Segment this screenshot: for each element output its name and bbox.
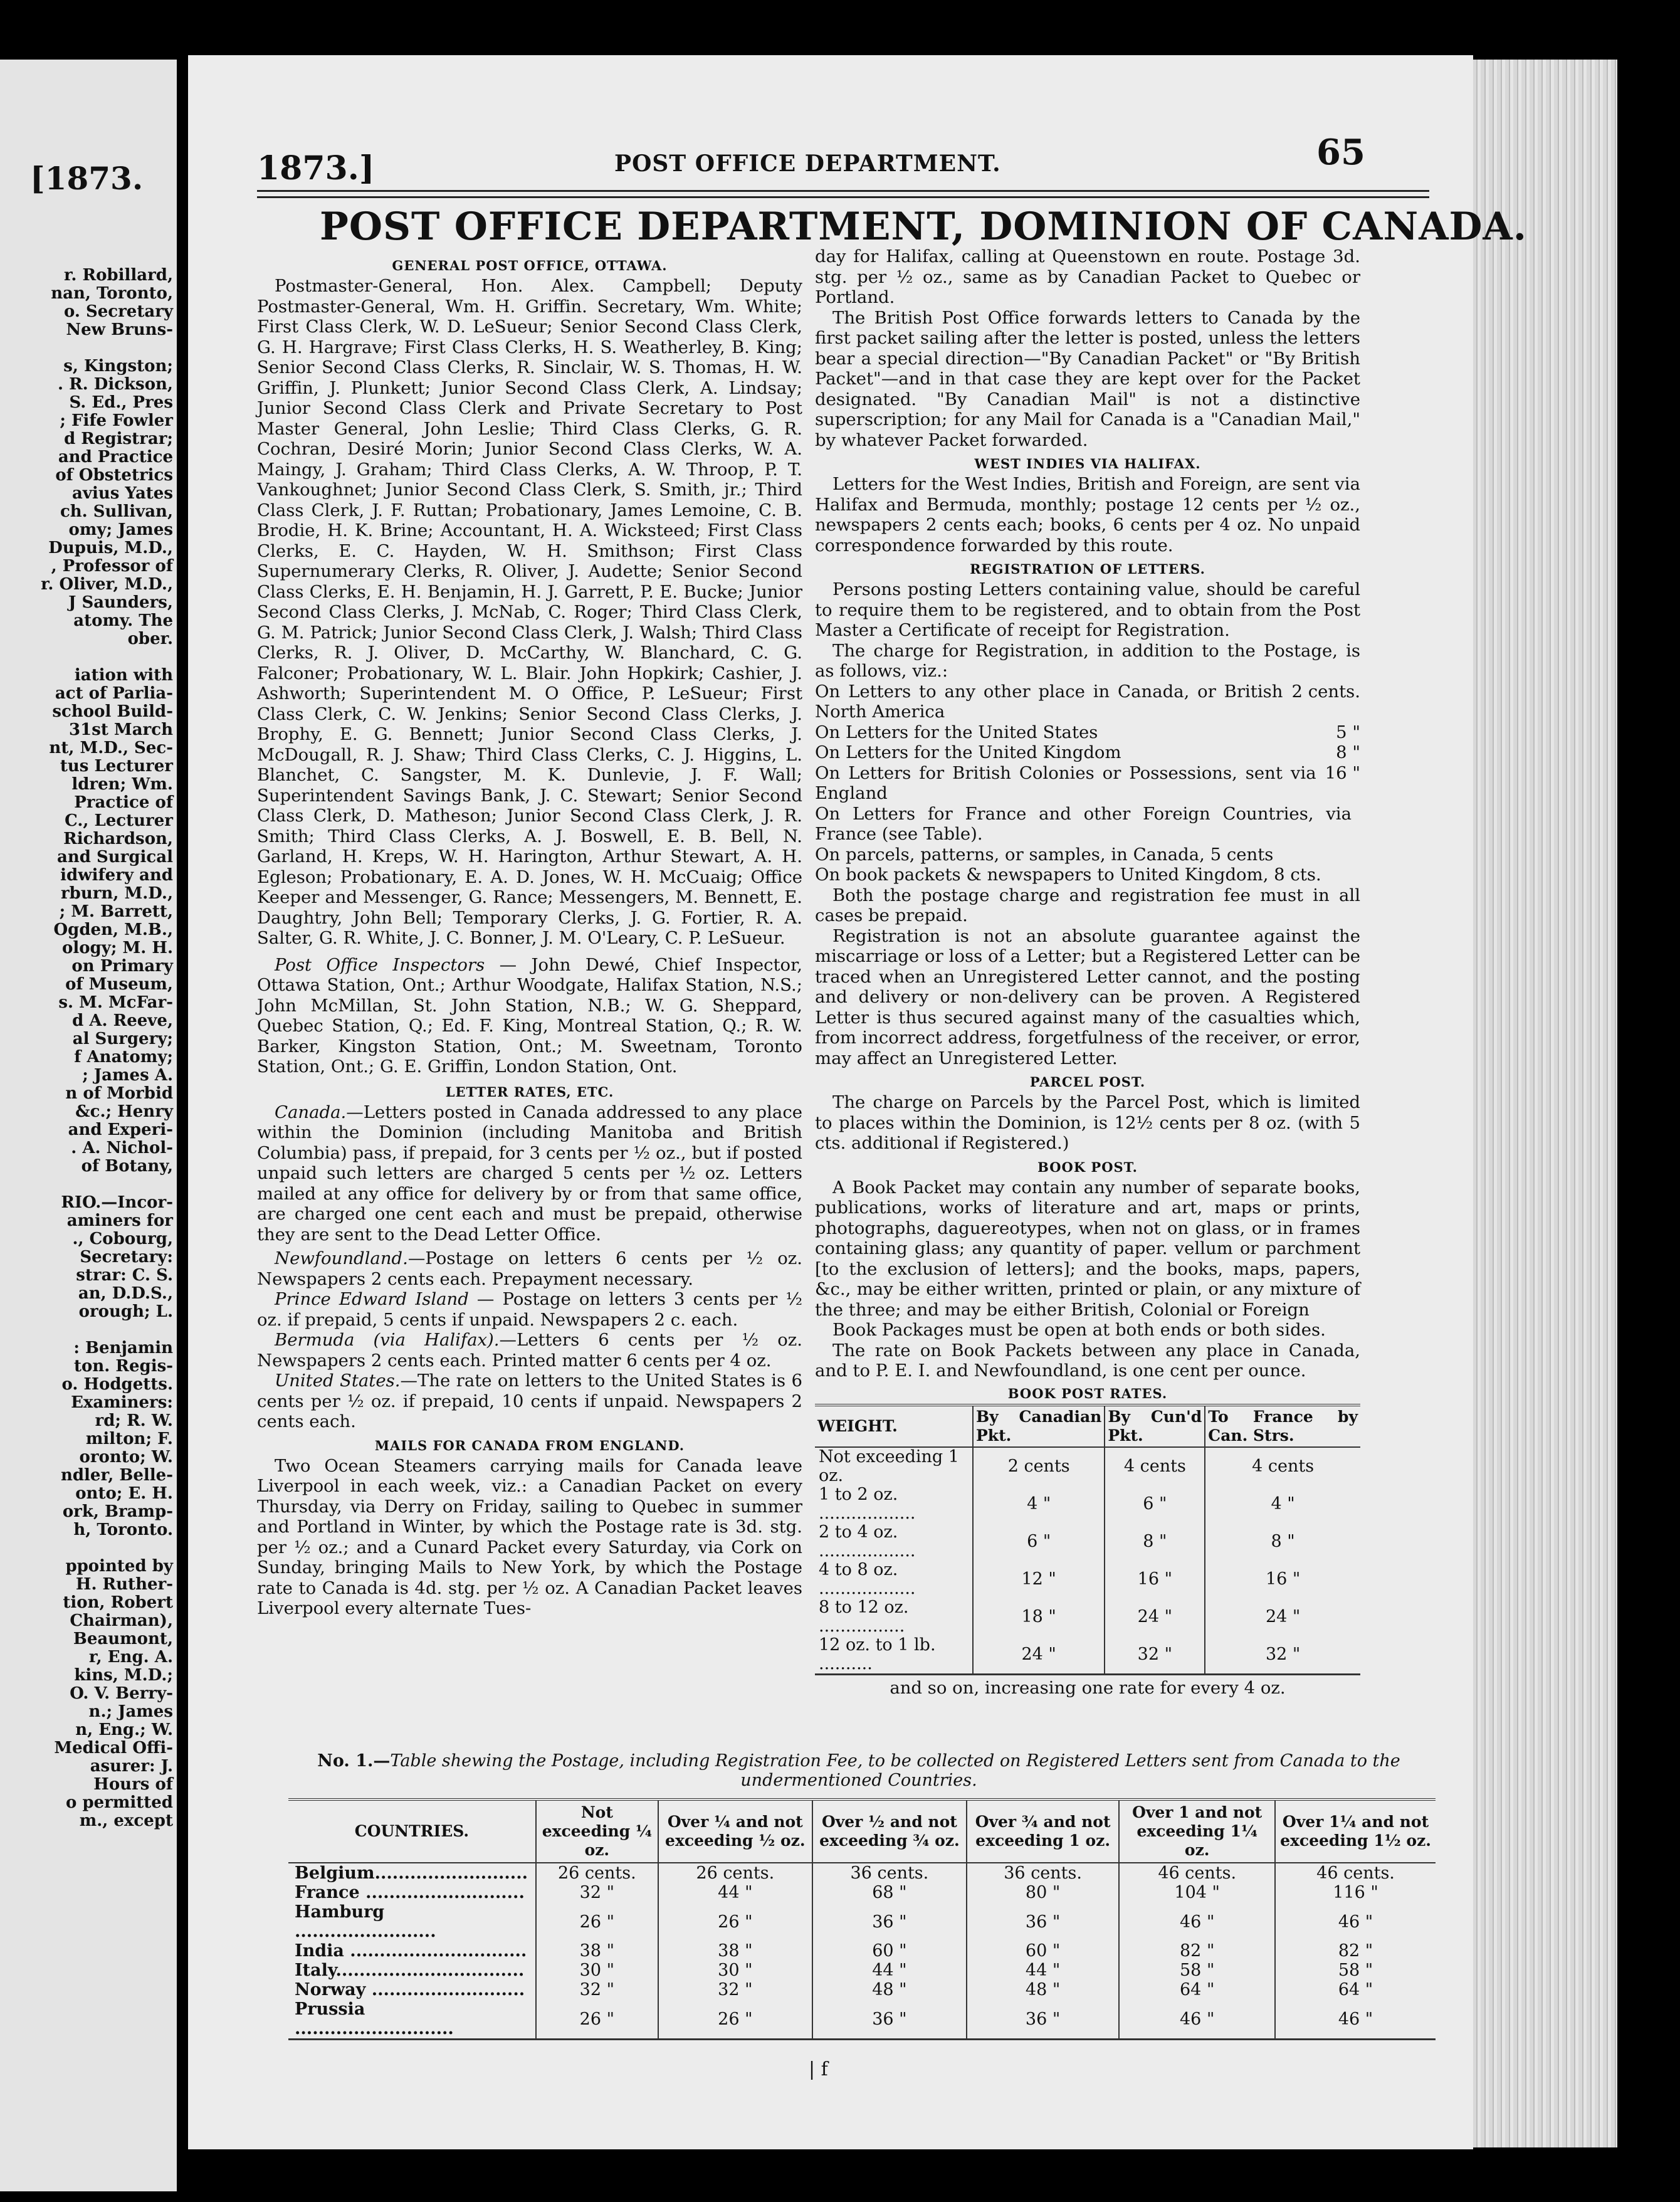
registration-table-cell: Prussia ...........................	[295, 1999, 454, 2038]
book-table-cell: 18 "	[973, 1598, 1105, 1636]
book-table-header-cell: By Canadian Pkt.	[973, 1405, 1105, 1447]
facing-page-line: Examiners:	[71, 1394, 173, 1412]
facing-page-line: avius Yates	[71, 485, 173, 503]
book-table-cell: 12 "	[973, 1561, 1105, 1598]
facing-page-line: of Obstetrics	[55, 466, 173, 485]
book-ends-text: Book Packages must be open at both ends or both sides.	[832, 1320, 1326, 1340]
facing-page-line: and Experi-	[68, 1121, 173, 1139]
book-table-body	[815, 1447, 1360, 1675]
running-head-title: POST OFFICE DEPARTMENT.	[614, 150, 1001, 177]
facing-page-line: an, D.D.S.,	[78, 1285, 173, 1303]
facing-page-line	[0, 1176, 177, 1194]
facing-page-line: ; Fife Fowler	[60, 412, 173, 430]
registration-rate-item	[815, 763, 1360, 804]
us-text: —The rate on letters to the United States is 6 cents per ½ oz. if prepaid, 10 cents if unpaid. Newspapers 2 cents each.	[257, 1371, 802, 1431]
registration-heading: REGISTRATION OF LETTERS.	[970, 561, 1205, 577]
facing-page-line: C., Lecturer	[65, 812, 173, 830]
table-row	[815, 1485, 1360, 1523]
facing-page-line: milton; F.	[85, 1430, 173, 1448]
registration-rate-label: On Letters for the United States	[815, 722, 1098, 742]
registration-table-cell: 26 "	[536, 1999, 658, 2040]
west-indies-heading: WEST INDIES VIA HALIFAX.	[974, 456, 1201, 471]
registration-postage-table	[288, 1798, 1436, 2040]
registration-table-cell: 116 "	[1275, 1883, 1436, 1902]
facing-page-line: ton. Regis-	[74, 1357, 173, 1376]
facing-page-line: s. M. McFar-	[58, 994, 173, 1012]
left-column	[257, 256, 802, 1619]
running-head-year: 1873.]	[257, 149, 375, 187]
facing-page-line: rd; R. W.	[95, 1412, 173, 1430]
mails-continued: day for Halifax, calling at Queenstown en route. Postage 3d. stg. per ½ oz., same as by Canadian Packet to Quebec or Portland.	[815, 246, 1360, 307]
facing-page-line: Hours of	[93, 1776, 173, 1794]
table-row	[288, 1980, 1436, 1999]
registration-rates-list	[815, 682, 1360, 845]
facing-page-line	[0, 648, 177, 666]
registration-table-cell: 26 cents.	[658, 1863, 812, 1883]
book-table-cell: 16 "	[1105, 1561, 1205, 1598]
facing-page-line: RIO.—Incor-	[61, 1194, 173, 1212]
registration-charge: The charge for Registration, in addition to the Postage, is as follows, viz.:	[815, 640, 1360, 681]
book-table-cell: 4 cents	[1205, 1447, 1360, 1485]
book-table-cell: 24 "	[1105, 1598, 1205, 1636]
registration-table-header-cell: Over 1 and not exceeding 1¼ oz.	[1119, 1799, 1275, 1863]
west-indies-text: Letters for the West Indies, British and Foreign, are sent via Halifax and Bermuda, monthly; postage 12 cents per ½ oz., newspapers 2 cents each; books, 6 cents per 4 oz. No unpaid correspondence forwarded by this route.	[815, 474, 1360, 556]
table-row	[288, 1999, 1436, 2040]
facing-page-line: h, Toronto.	[73, 1521, 173, 1539]
registration-table-cell: 64 "	[1275, 1980, 1436, 1999]
header-rule	[257, 190, 1429, 198]
us-label: United States.	[275, 1371, 401, 1391]
facing-page-line: &c.; Henry	[75, 1103, 173, 1121]
book-table-cell: 32 "	[1205, 1636, 1360, 1675]
book-table-header-row	[815, 1405, 1360, 1447]
facing-page-line	[0, 1321, 177, 1339]
book-table-cell: 24 "	[973, 1636, 1105, 1675]
facing-page-line: ; M. Barrett,	[59, 903, 173, 921]
book-table-cell: 2 to 4 oz. ..................	[819, 1522, 916, 1561]
registration-table-cell: 44 "	[812, 1961, 967, 1980]
footer-mark: | f	[809, 2058, 828, 2080]
facing-page-line: on Primary	[71, 957, 173, 976]
registration-table-cell: 46 "	[1275, 1999, 1436, 2040]
parcel-post-heading: PARCEL POST.	[1029, 1074, 1146, 1090]
facing-page-line: tion, Robert	[63, 1594, 173, 1612]
facing-page-line	[0, 339, 177, 357]
registration-table-caption	[301, 1751, 1417, 1790]
registration-table-cell: 48 "	[967, 1980, 1119, 1999]
registration-table-cell: 36 "	[812, 1999, 967, 2040]
facing-page-line	[0, 1539, 177, 1557]
registration-table-header-cell: Over ½ and not exceeding ¾ oz.	[812, 1799, 967, 1863]
book-post-rates-heading: BOOK POST RATES.	[1007, 1385, 1168, 1401]
facing-page-line: H. Ruther-	[75, 1576, 173, 1594]
newfoundland-paragraph	[257, 1248, 802, 1289]
book-table-cell: Not exceeding 1 oz.	[819, 1446, 959, 1485]
facing-page-line: r. Robillard,	[64, 266, 173, 285]
registration-rate-value: 5 "	[1336, 722, 1360, 742]
book-table-cell: 16 "	[1205, 1561, 1360, 1598]
book-post-rates-table	[815, 1404, 1360, 1675]
book-table-note: and so on, increasing one rate for every 4 oz.	[890, 1677, 1286, 1698]
registration-rate-value: 16 "	[1325, 762, 1360, 783]
book-post-text: A Book Packet may contain any number of separate books, publications, works of literature and art, maps or prints, photographs, daguereotypes, when not on glass, or in frames containing glass; any quantity of paper. vellum or parchment [to the exclusion of letters]; and the books, maps, papers, &c., may be either written, printed or plain, or any mixture of the three; and may be either British, Colonial or Foreign	[815, 1177, 1360, 1320]
facing-page-line: m., except	[79, 1812, 173, 1830]
book-table-cell: 1 to 2 oz. ..................	[819, 1484, 916, 1523]
registration-rate-item	[815, 742, 1360, 763]
book-table-cell: 4 to 8 oz. ..................	[819, 1559, 916, 1598]
us-paragraph	[257, 1371, 802, 1432]
book-table-header-cell: WEIGHT.	[817, 1416, 898, 1435]
registration-rate-item	[815, 804, 1360, 845]
newfoundland-label: Newfoundland.	[275, 1248, 408, 1268]
main-title: POST OFFICE DEPARTMENT, DOMINION OF CANADA.	[320, 204, 1527, 249]
registration-rate-value: 2 cents.	[1291, 681, 1360, 702]
registration-table-cell: 58 "	[1119, 1961, 1275, 1980]
facing-page-line: r, Eng. A.	[88, 1648, 173, 1667]
registration-table-cell: 46 "	[1119, 1902, 1275, 1941]
mails-heading: MAILS FOR CANADA FROM ENGLAND.	[374, 1437, 685, 1453]
registration-table-cell: 38 "	[536, 1941, 658, 1961]
registration-table-cell: 60 "	[812, 1941, 967, 1961]
registration-table-header-cell: Not exceeding ¼ oz.	[536, 1799, 658, 1863]
facing-page-line: n.; James	[88, 1703, 173, 1721]
registration-table-cell: 26 "	[658, 1902, 812, 1941]
facing-page-line: and Practice	[58, 448, 173, 466]
registration-rate-label: On Letters to any other place in Canada, or British North America	[815, 681, 1283, 722]
facing-page-line: iation with	[74, 666, 173, 685]
book-table-cell: 8 "	[1205, 1523, 1360, 1561]
facing-page-line: omy; James	[68, 521, 173, 539]
registration-table-cell: 48 "	[812, 1980, 967, 1999]
registration-table-cell: 60 "	[967, 1941, 1119, 1961]
facing-page-line: and Surgical	[57, 848, 173, 867]
facing-page-line: oronto; W.	[79, 1448, 173, 1467]
registration-rate-value: 8 "	[1336, 742, 1360, 762]
facing-page-line: Practice of	[74, 794, 173, 812]
registration-rate-label: On Letters for the United Kingdom	[815, 742, 1121, 762]
registration-table-wrap	[288, 1798, 1436, 2040]
newfoundland-text: —Postage on letters 6 cents per ½ oz. Newspapers 2 cents each. Prepayment necessary.	[257, 1248, 802, 1289]
registration-table-cell: India ..............................	[295, 1941, 527, 1961]
registration-table-cell: 36 "	[967, 1999, 1119, 2040]
bermuda-label: Bermuda (via Halifax).	[275, 1330, 500, 1350]
facing-page-line: New Bruns-	[66, 321, 173, 339]
book-table-cell: 4 cents	[1105, 1447, 1205, 1485]
facing-page-line: orough; L.	[78, 1303, 173, 1321]
table-row	[288, 1863, 1436, 1883]
parcel-post-text: The charge on Parcels by the Parcel Post, which is limited to places within the Dominion, is 12½ cents per 8 oz. (with 5 cts. additional if Registered.)	[815, 1092, 1360, 1153]
book-post-heading: BOOK POST.	[1037, 1159, 1138, 1175]
inspectors-text: — John Dewé, Chief Inspector, Ottawa Station, Ont.; Arthur Woodgate, Halifax Station, N.S.; John McMillan, St. John Station, N.B.; W. G. Sheppard, Quebec Station, Q.; Ed. F. King, Montreal Station, Q.; R. W. Barker, Kingston Station, Ont.; M. Sweetnam, Toronto Station, Ont.; G. E. Griffin, London Station, Ont.	[257, 954, 802, 1077]
canada-text: —Letters posted in Canada addressed to any place within the Dominion (including Manitoba and British Columbia) pass, if prepaid, for 3 cents per ½ oz., but if posted unpaid such letters are charged 5 cents per ½ oz. Letters mailed at any office for delivery by or from that same office, are charged one cent each and must be prepaid, otherwise they are sent to the Dead Letter Office.	[257, 1102, 802, 1245]
book-table-header-cell: To France by Can. Strs.	[1205, 1405, 1360, 1447]
facing-page-line: d A. Reeve,	[72, 1012, 173, 1030]
registration-table-cell: 32 "	[658, 1980, 812, 1999]
caption-number: No. 1.—	[317, 1751, 391, 1771]
facing-page-line: n, Eng.; W.	[75, 1721, 173, 1739]
facing-page-text	[0, 266, 177, 1830]
gpo-staff-text: Postmaster-General, Hon. Alex. Campbell; Deputy Postmaster-General, Wm. H. Griffin. Secretary, Wm. White; First Class Clerk, W. D. LeSueur; Senior Second Class Clerk, G. H. Hargrave; First Class Clerks, H. S. Weatherley, B. King; Senior Second Class Clerks, R. Sinclair, W. S. Thomas, H. W. Griffin, J. Plunkett; Junior Second Class Clerk, A. Lindsay; Junior Second Class Clerk and Private Secretary to Post Master General, John Leslie; Third Class Clerks, G. R. Cochran, Desiré Morin; Junior Second Class Clerks, W. A. Maingy, J. Graham; Third Class Clerks, A. W. Throop, P. T. Vankoughnet; Junior Second Class Clerk, S. Smith, jr.; Third Class Clerk, J. F. Ruttan; Probationary, James Lemoine, C. B. Brodie, H. K. Brine; Accountant, H. A. Wicksteed; First Class Clerks, E. C. Hayden, W. H. Smithson; First Class Supernumerary Clerks, R. Oliver, J. Audette; Senior Second Class Clerks, E. H. Benjamin, H. J. Garrett, P. E. Bucke; Junior Second Class Clerks, J. McNab, C. Roger; Third Class Clerk, G. M. Patrick; Junior Second Class Clerk, J. Walsh; Third Class Clerks, R. J. Oliver, D. McCarthy, W. Blanchard, C. G. Falconer; Probationary, W. L. Blair. John Hopkirk; Cashier, J. Ashworth; Superintendent M. O Office, P. LeSueur; First Class Clerk, C. W. Jenkins; Senior Second Class Clerks, J. Brophy, E. G. Bennett; Junior Second Class Clerks, J. McDougall, R. J. Shaw; Third Class Clerks, C. J. Higgins, L. Blanchet, C. Sangster, M. K. Dunlevie, J. F. Wall; Superintendent Savings Bank, J. C. Stewart; Senior Second Class Clerk, D. Matheson; Junior Second Class Clerk, J. R. Smith; Third Class Clerks, A. J. Boswell, E. B. Bell, N. Garland, H. Kreps, W. H. Harington, Arthur Stewart, A. H. Egleson; Probationary, E. A. D. Jones, W. H. McCuaig; Office Keeper and Messenger, G. Rance; Messengers, M. Bennett, E. Daughtry, John Bell; Temporary Clerks, J. G. Fortier, R. A. Salter, G. R. White, J. C. Bonner, J. M. O'Leary, C. P. LeSueur.	[257, 276, 802, 948]
parcels-line: On parcels, patterns, or samples, in Canada, 5 cents	[815, 844, 1274, 865]
registration-table-cell: Italy................................	[295, 1961, 525, 1980]
facing-page-line: , Professor of	[51, 557, 173, 576]
book-table-cell: 6 "	[1105, 1485, 1205, 1523]
registration-table-cell: 104 "	[1119, 1883, 1275, 1902]
facing-page-line: J Saunders,	[68, 594, 173, 612]
facing-page-header: [1873.	[30, 160, 144, 197]
registration-rate-label: On Letters for British Colonies or Possessions, sent via England	[815, 762, 1316, 803]
table-row	[288, 1941, 1436, 1961]
facing-page-line: al Surgery;	[72, 1030, 173, 1048]
table-row	[815, 1523, 1360, 1561]
registration-table-cell: 32 "	[536, 1883, 658, 1902]
page-number: 65	[1316, 132, 1365, 173]
table-row	[815, 1598, 1360, 1636]
book-table-cell: 32 "	[1105, 1636, 1205, 1675]
facing-page-line: o permitted	[66, 1794, 173, 1812]
registration-table-cell: 46 "	[1275, 1902, 1436, 1941]
facing-page-line: ppointed by	[65, 1557, 173, 1576]
registration-table-cell: 30 "	[536, 1961, 658, 1980]
registration-table-body	[288, 1863, 1436, 2040]
facing-page-line: strar: C. S.	[76, 1267, 173, 1285]
facing-page-line: o. Secretary	[63, 303, 173, 321]
registration-table-cell: 64 "	[1119, 1980, 1275, 1999]
facing-page-line: nan, Toronto,	[51, 285, 173, 303]
facing-page-line: Beaumont,	[73, 1630, 173, 1648]
facing-page-line: r. Oliver, M.D.,	[41, 576, 173, 594]
facing-page-line: ober.	[127, 630, 173, 648]
registration-table-cell: 46 cents.	[1119, 1863, 1275, 1883]
facing-page-line: rburn, M.D.,	[60, 885, 173, 903]
canada-label: Canada.	[275, 1102, 347, 1122]
registration-table-header-cell: Over ¾ and not exceeding 1 oz.	[967, 1799, 1119, 1863]
facing-page-line: ology; M. H.	[62, 939, 173, 957]
facing-page-line: O. V. Berry-	[70, 1685, 173, 1703]
registration-table-cell: 82 "	[1275, 1941, 1436, 1961]
facing-page-line: of Botany,	[81, 1157, 173, 1176]
pei-label: Prince Edward Island	[275, 1289, 469, 1309]
facing-page-line: s, Kingston;	[63, 357, 173, 376]
facing-page-line: onto; E. H.	[75, 1485, 173, 1503]
facing-page-line: Secretary:	[80, 1248, 173, 1267]
facing-page-line: o. Hodgetts.	[61, 1376, 173, 1394]
table-row	[815, 1561, 1360, 1598]
facing-page-line: 31st March	[69, 721, 173, 739]
canada-paragraph	[257, 1102, 802, 1245]
main-page	[188, 55, 1527, 2149]
facing-page-left	[0, 60, 177, 2191]
registration-table-cell: 26 "	[536, 1902, 658, 1941]
registration-table-cell: 38 "	[658, 1941, 812, 1961]
facing-page-line: . A. Nichol-	[71, 1139, 173, 1157]
registration-table-cell: Norway ..........................	[295, 1980, 525, 1999]
facing-page-line: ldren; Wm.	[71, 776, 173, 794]
right-column	[815, 246, 1360, 1698]
registration-table-cell: France ...........................	[295, 1883, 525, 1902]
facing-page-line: d Registrar;	[64, 430, 173, 448]
book-table-cell: 6 "	[973, 1523, 1105, 1561]
facing-page-line: aminers for	[66, 1212, 173, 1230]
registration-table-header-cell: Over ¼ and not exceeding ½ oz.	[658, 1799, 812, 1863]
registration-table-cell: 58 "	[1275, 1961, 1436, 1980]
registration-rate-item	[815, 722, 1360, 743]
table-row	[815, 1636, 1360, 1675]
book-table-cell: 4 "	[1205, 1485, 1360, 1523]
table-row	[815, 1447, 1360, 1485]
facing-page-line: kins, M.D.;	[74, 1667, 173, 1685]
facing-page-line: nt, M.D., Sec-	[49, 739, 173, 757]
registration-table-header-row	[288, 1799, 1436, 1863]
registration-table-cell: 44 "	[967, 1961, 1119, 1980]
inspectors-label: Post Office Inspectors	[275, 954, 485, 975]
book-table-cell: 4 "	[973, 1485, 1105, 1523]
facing-page-line: Richardson,	[63, 830, 173, 848]
registration-table-cell: 26 cents.	[536, 1863, 658, 1883]
registration-rate-label: On Letters for France and other Foreign Countries, via France (see Table).	[815, 803, 1352, 844]
gpo-heading: GENERAL POST OFFICE, OTTAWA.	[392, 258, 668, 273]
facing-page-line: . R. Dickson,	[57, 376, 173, 394]
bermuda-paragraph	[257, 1330, 802, 1371]
registration-table-cell: 80 "	[967, 1883, 1119, 1902]
registration-table-cell: Hamburg ........................	[295, 1902, 436, 1941]
facing-page-line: ., Cobourg,	[72, 1230, 173, 1248]
mails-text: Two Ocean Steamers carrying mails for Canada leave Liverpool in each week, viz.: a Canadian Packet on every Thursday, via Derry on Friday, sailing to Quebec in summer and Portland in Winter, by which the Postage rate is 3d. stg. per ½ oz.; and a Cunard Packet every Saturday, via Cork on Sunday, bringing Mails to New York, by which the Postage rate to Canada is 4d. stg. per ½ oz. A Canadian Packet leaves Liverpool every alternate Tues-	[257, 1455, 802, 1618]
caption-text: Table shewing the Postage, including Registration Fee, to be collected on Registered Letters sent from Canada to the undermentioned Countries.	[390, 1751, 1400, 1790]
registration-table-header-cell: COUNTRIES.	[354, 1822, 470, 1840]
facing-page-line: S. Ed., Pres	[69, 394, 173, 412]
book-table-cell: 24 "	[1205, 1598, 1360, 1636]
guarantee-text: Registration is not an absolute guarantee against the miscarriage or loss of a Letter; but a Registered Letter can be traced when an Unregistered Letter cannot, and the posting and delivery or non-delivery can be proven. A Registered Letter is thus secured against many of the casualties which, from incorrect address, forgetfulness of the receiver, or error, may affect an Unregistered Letter.	[815, 925, 1360, 1068]
facing-page-line: Ogden, M.B.,	[53, 921, 173, 939]
registration-table-cell: Belgium..........................	[295, 1863, 528, 1883]
registration-table-cell: 36 "	[812, 1902, 967, 1941]
registration-table-cell: 36 "	[967, 1902, 1119, 1941]
registration-table-cell: 32 "	[536, 1980, 658, 1999]
facing-page-line: atomy. The	[73, 612, 173, 630]
book-packets-line: On book packets & newspapers to United Kingdom, 8 cts.	[815, 865, 1321, 885]
registration-table-cell: 46 cents.	[1275, 1863, 1436, 1883]
registration-table-cell: 36 cents.	[967, 1863, 1119, 1883]
book-table-cell: 2 cents	[973, 1447, 1105, 1485]
facing-page-line: f Anatomy;	[74, 1048, 173, 1067]
registration-table-cell: 36 cents.	[812, 1863, 967, 1883]
table-row	[288, 1961, 1436, 1980]
facing-page-line: tus Lecturer	[60, 757, 173, 776]
facing-page-line: ndler, Belle-	[60, 1467, 173, 1485]
facing-page-line: n of Morbid	[65, 1085, 173, 1103]
facing-page-line: idwifery and	[60, 867, 173, 885]
facing-page-line: act of Parlia-	[55, 685, 173, 703]
prepaid-line: Both the postage charge and registration fee must in all cases be prepaid.	[815, 885, 1360, 925]
book-table-cell: 8 "	[1105, 1523, 1205, 1561]
registration-table-cell: 68 "	[812, 1883, 967, 1902]
letter-rates-heading: LETTER RATES, ETC.	[445, 1083, 614, 1100]
registration-table-cell: 46 "	[1119, 1999, 1275, 2040]
registration-table-header-cell: Over 1¼ and not exceeding 1½ oz.	[1275, 1799, 1436, 1863]
page-stack-edge	[1448, 60, 1617, 2147]
table-row	[288, 1883, 1436, 1902]
bermuda-text: —Letters 6 cents per ½ oz. Newspapers 2 cents each. Printed matter 6 cents per 4 oz.	[257, 1330, 803, 1371]
facing-page-line: Medical Offi-	[54, 1739, 173, 1757]
registration-rate-item	[815, 682, 1360, 722]
british-post-office-text: The British Post Office forwards letters to Canada by the first packet sailing after the letter is posted, unless the letters bear a special direction—"By Canadian Packet" or "By British Packet"—and in that case they are kept over for the Packet designated. "By Canadian Mail" is not a distinctive superscription; for any Mail for Canada is a "Canadian Mail," by whatever Packet forwarded.	[815, 307, 1360, 450]
book-table-header-cell: By Cun'd Pkt.	[1105, 1405, 1205, 1447]
facing-page-line: ; James A.	[82, 1067, 173, 1085]
facing-page-line: of Museum,	[65, 976, 173, 994]
inspectors-paragraph	[257, 955, 802, 1077]
book-rate-text: The rate on Book Packets between any place in Canada, and to P. E. I. and Newfoundland, is one cent per ounce.	[815, 1340, 1360, 1381]
pei-paragraph	[257, 1289, 802, 1330]
registration-intro: Persons posting Letters containing value, should be careful to require them to be registered, and to obtain from the Post Master a Certificate of receipt for Registration.	[815, 579, 1360, 640]
registration-table-cell: 82 "	[1119, 1941, 1275, 1961]
registration-table-cell: 30 "	[658, 1961, 812, 1980]
table-row	[288, 1902, 1436, 1941]
facing-page-line: Chairman),	[70, 1612, 173, 1630]
book-table-cell: 12 oz. to 1 lb. ..........	[819, 1635, 936, 1673]
registration-table-cell: 26 "	[658, 1999, 812, 2040]
book-table-cell: 8 to 12 oz. ................	[819, 1597, 909, 1636]
registration-table-cell: 44 "	[658, 1883, 812, 1902]
facing-page-line: ch. Sullivan,	[60, 503, 173, 521]
pei-text: — Postage on letters 3 cents per ½ oz. if prepaid, 5 cents if unpaid. Newspapers 2 c. each.	[257, 1289, 802, 1330]
facing-page-line: school Build-	[52, 703, 173, 721]
facing-page-line: asurer: J.	[90, 1757, 173, 1776]
facing-page-line: Dupuis, M.D.,	[48, 539, 173, 557]
facing-page-line: : Benjamin	[73, 1339, 173, 1357]
registration-rate-value	[1352, 804, 1360, 845]
facing-page-line: ork, Bramp-	[62, 1503, 173, 1521]
